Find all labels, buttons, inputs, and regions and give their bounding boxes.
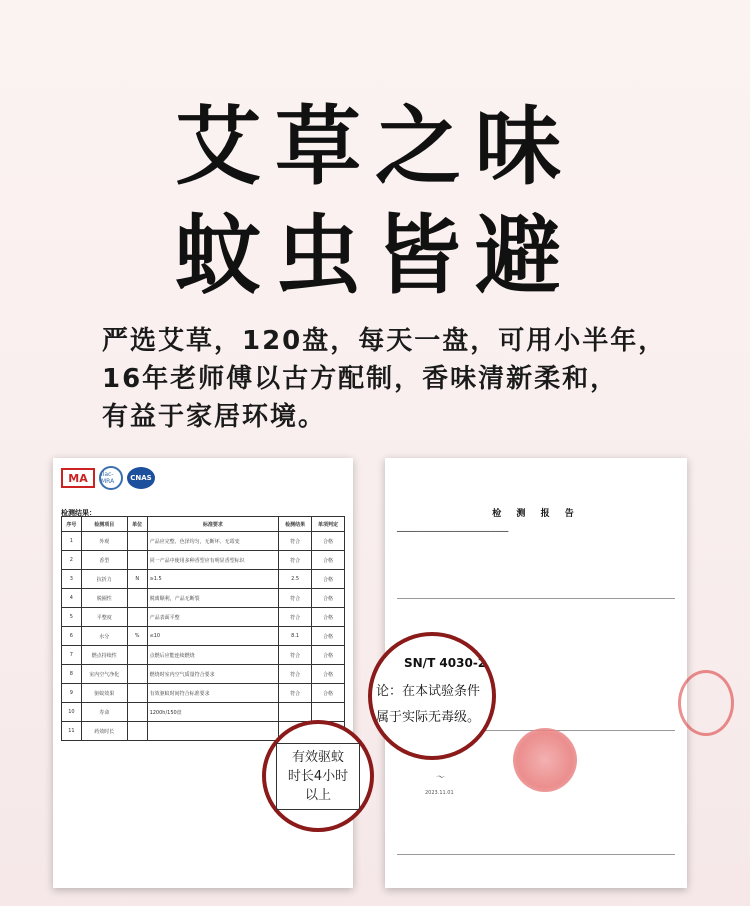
table-cell-item: 驱蚊效果	[81, 684, 127, 703]
description-line: 有益于家居环境。	[102, 402, 327, 432]
table-cell-req: 有效驱蚊时间符合标准要求	[147, 684, 279, 703]
table-cell-item: 外观	[81, 532, 127, 551]
table-cell-req: 产品应完整、色泽均匀，无断坏、无霉变	[147, 532, 279, 551]
table-cell-result: 符合	[279, 665, 312, 684]
header-cell: 标准要求	[147, 517, 279, 532]
stamp-line: 以上	[304, 787, 331, 803]
section-title: 检测结果：	[61, 509, 96, 517]
table-cell-verdict: 合格	[312, 627, 345, 646]
table-cell-req: 脱离顺利，产品无断裂	[147, 589, 279, 608]
table-row	[62, 646, 345, 665]
table-row	[62, 589, 345, 608]
table-cell-result: 符合	[279, 551, 312, 570]
table-cell-unit	[127, 551, 147, 570]
table-cell-req: 同一产品中使用多种香型应有明显香型标识	[147, 551, 279, 570]
table-cell-item: 水分	[81, 627, 127, 646]
table-cell-unit	[127, 722, 147, 741]
table-cell-item: 寿命	[81, 703, 127, 722]
table-cell-no: 10	[62, 703, 82, 722]
stamp-text	[276, 743, 360, 810]
header-cell: 单项判定	[312, 517, 345, 532]
table-cell-req	[147, 722, 279, 741]
report-title: 检 测 报 告	[492, 509, 580, 519]
table-cell-verdict: 合格	[312, 551, 345, 570]
table-cell-unit	[127, 589, 147, 608]
table-cell-no: 8	[62, 665, 82, 684]
table-row	[62, 703, 345, 722]
stamp-line: 论：在本试验条件	[376, 684, 481, 699]
table-cell-result: 2.5	[279, 570, 312, 589]
table-cell-unit	[127, 665, 147, 684]
certification-logos	[61, 466, 155, 490]
table-cell-result: 符合	[279, 646, 312, 665]
table-cell-no: 4	[62, 589, 82, 608]
table-row	[62, 608, 345, 627]
table-cell-req: 点燃后应能连续燃烧	[147, 646, 279, 665]
table-cell-result	[279, 703, 312, 722]
table-cell-result: 8.1	[279, 627, 312, 646]
table-cell-verdict	[312, 703, 345, 722]
table-cell-unit: %	[127, 627, 147, 646]
divider	[397, 598, 675, 599]
product-description	[102, 322, 702, 436]
header-cell: 检测项目	[81, 517, 127, 532]
red-official-seal	[513, 728, 577, 792]
table-cell-item: 抗折力	[81, 570, 127, 589]
stamp-line: 属于实际无毒级。	[376, 710, 481, 725]
table-cell-unit	[127, 608, 147, 627]
table-row	[62, 627, 345, 646]
table-cell-unit	[127, 646, 147, 665]
table-cell-req: 产品表面平整	[147, 608, 279, 627]
description-line: 16年老师傅以古方配制，香味清新柔和，	[102, 364, 619, 394]
table-row	[62, 551, 345, 570]
table-cell-verdict: 合格	[312, 589, 345, 608]
stamp-line: 有效驱蚊	[291, 749, 344, 765]
results-table	[61, 516, 345, 741]
description-line: 严选艾草，120盘，每天一盘，可用小半年，	[102, 326, 667, 356]
signature: 〜	[435, 773, 445, 783]
table-cell-req: ≥1.5	[147, 570, 279, 589]
table-cell-no: 1	[62, 532, 82, 551]
table-cell-item: 室内空气净化	[81, 665, 127, 684]
seal-edge-mark	[678, 670, 734, 736]
header-cell: 单位	[127, 517, 147, 532]
table-cell-item: 药效时长	[81, 722, 127, 741]
table-cell-req: 燃烧时室内空气质量符合要求	[147, 665, 279, 684]
table-row	[62, 684, 345, 703]
table-cell-unit	[127, 684, 147, 703]
table-row	[62, 532, 345, 551]
table-header-row	[62, 517, 345, 532]
table-cell-result: 符合	[279, 684, 312, 703]
table-cell-no: 11	[62, 722, 82, 741]
table-cell-unit	[127, 532, 147, 551]
table-cell-result: 符合	[279, 532, 312, 551]
table-row	[62, 665, 345, 684]
table-cell-verdict: 合格	[312, 608, 345, 627]
header-cell: 序号	[62, 517, 82, 532]
table-cell-unit: N	[127, 570, 147, 589]
report-date: 2023.11.01	[425, 790, 454, 796]
table-cell-verdict: 合格	[312, 684, 345, 703]
table-cell-item: 燃点持续性	[81, 646, 127, 665]
table-row	[62, 570, 345, 589]
stamp-line: 时长4小时	[287, 768, 349, 784]
table-cell-no: 6	[62, 627, 82, 646]
report-info-block: ━━━━━━━━━━━━━━━━━━━━━━━━━━━━━━━━━━━━━	[397, 529, 509, 535]
header-cell: 检测结果	[279, 517, 312, 532]
headline-line-2: 蚊虫皆避	[175, 206, 575, 306]
table-cell-result: 符合	[279, 608, 312, 627]
table-cell-no: 7	[62, 646, 82, 665]
stamp-line: SN/T 4030-2	[404, 656, 487, 670]
table-cell-verdict: 合格	[312, 646, 345, 665]
table-cell-no: 9	[62, 684, 82, 703]
table-cell-result: 符合	[279, 589, 312, 608]
table-cell-item: 脱圈性	[81, 589, 127, 608]
table-cell-verdict: 合格	[312, 570, 345, 589]
divider	[397, 854, 675, 855]
table-cell-no: 3	[62, 570, 82, 589]
ma-logo: MA	[61, 468, 95, 488]
table-cell-no: 2	[62, 551, 82, 570]
table-cell-verdict: 合格	[312, 532, 345, 551]
table-cell-unit	[127, 703, 147, 722]
table-cell-item: 香型	[81, 551, 127, 570]
table-cell-no: 5	[62, 608, 82, 627]
headline-line-1: 艾草之味	[175, 97, 575, 197]
table-cell-verdict: 合格	[312, 665, 345, 684]
table-cell-item: 平整度	[81, 608, 127, 627]
ilac-mra-logo: ilac-MRA	[99, 466, 123, 490]
cnas-logo: CNAS	[127, 467, 155, 489]
table-cell-req: ≤10	[147, 627, 279, 646]
table-cell-req: 1200h/150盘	[147, 703, 279, 722]
highlight-stamp-mosquito-duration	[262, 720, 374, 832]
highlight-stamp-non-toxic	[368, 632, 496, 760]
